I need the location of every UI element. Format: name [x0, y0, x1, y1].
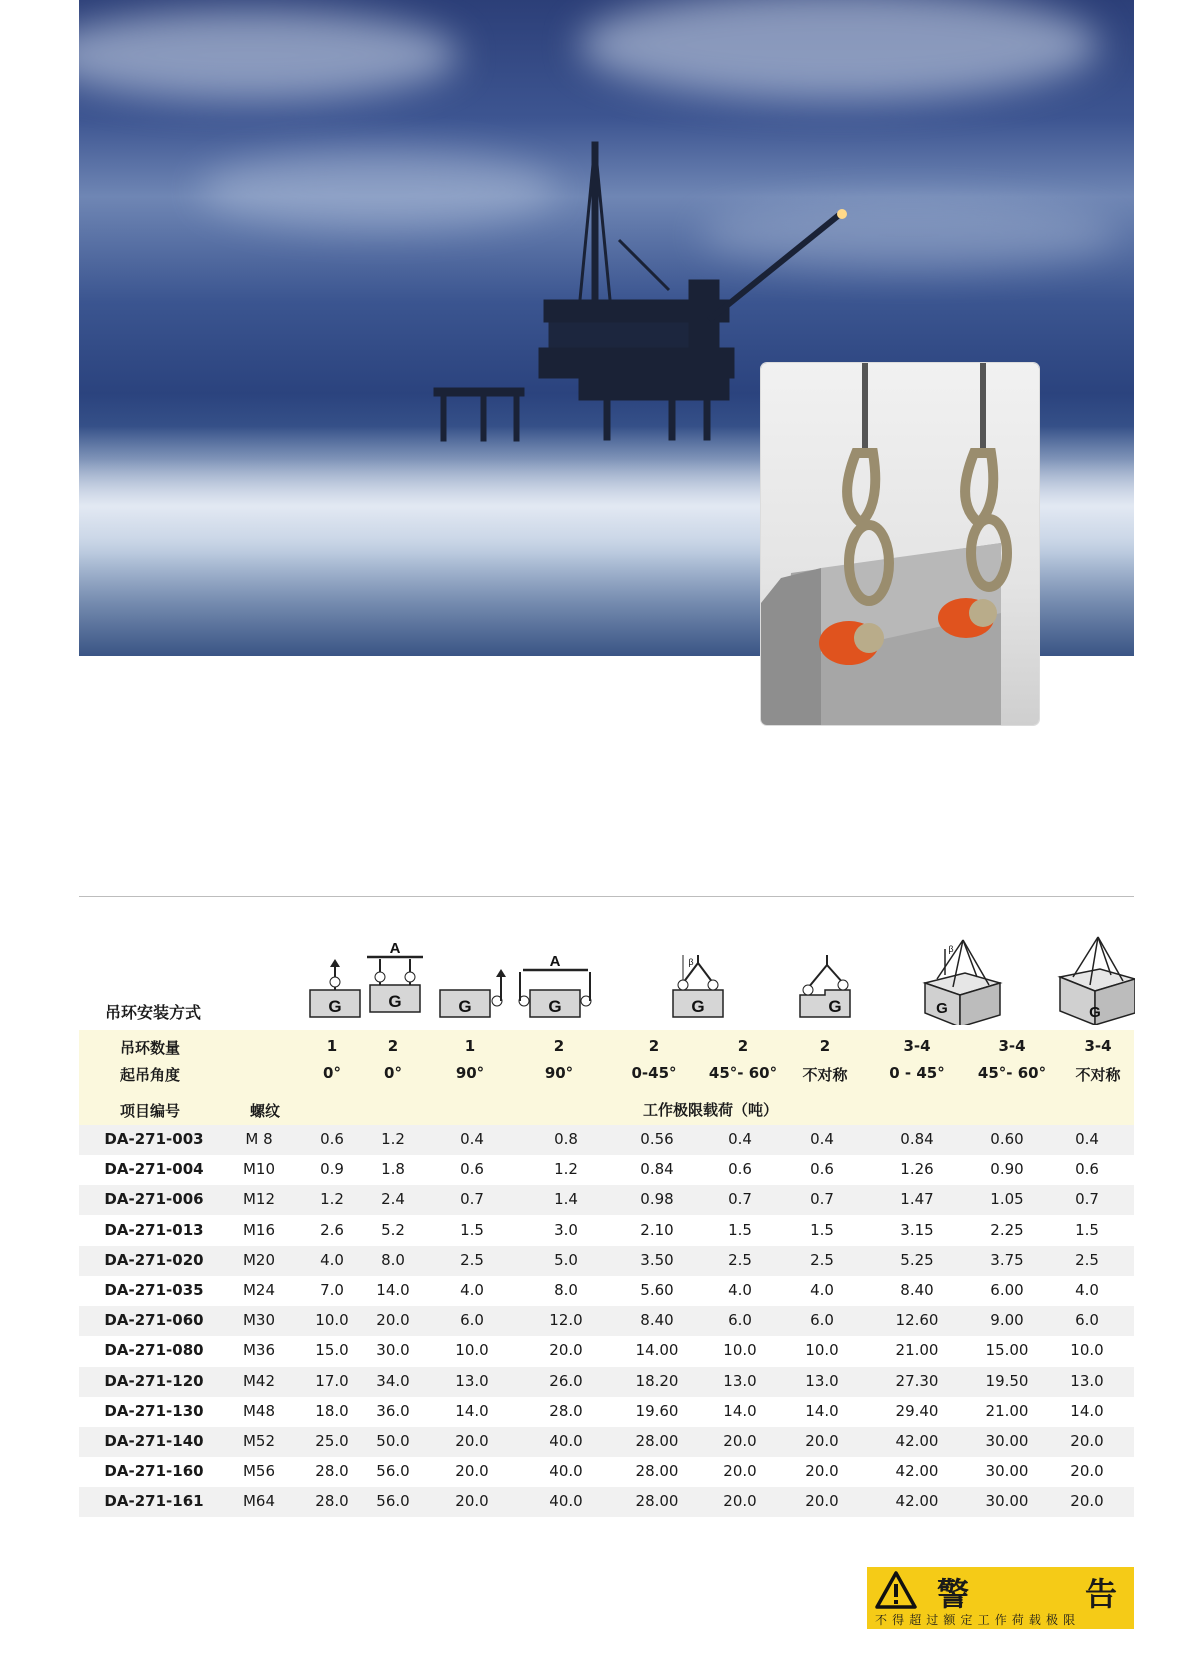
load-value-cell: 30.0 — [376, 1341, 410, 1360]
load-value-cell: 0.7 — [460, 1190, 484, 1209]
load-value-cell: 19.60 — [635, 1401, 679, 1420]
load-value-cell: 5.60 — [640, 1281, 674, 1299]
load-value-cell: 5.25 — [900, 1250, 934, 1269]
svg-text:G: G — [548, 997, 562, 1016]
load-value-cell: 1.5 — [810, 1220, 834, 1239]
load-value-cell: 1.5 — [1075, 1220, 1099, 1239]
svg-text:G: G — [458, 997, 472, 1016]
load-value-cell: 10.0 — [315, 1311, 349, 1330]
load-value-cell: 20.0 — [1070, 1492, 1104, 1511]
item-number-cell: DA-271-130 — [104, 1401, 204, 1420]
svg-text:G: G — [1089, 1004, 1101, 1021]
table-row — [79, 1427, 1134, 1457]
diagram-two-side-beam-icon — [519, 953, 591, 1017]
load-value-cell: 14.00 — [635, 1341, 679, 1360]
warning-triangle-icon — [875, 1571, 917, 1609]
warning-subtitle: 不得超过额定工作荷载极限 — [875, 1613, 1081, 1627]
thread-cell: M 8 — [245, 1130, 273, 1148]
table-row — [79, 1125, 1134, 1155]
lift-angle-value: 0-45° — [631, 1064, 677, 1082]
install-method-diagrams — [305, 935, 1135, 1025]
svg-text:G: G — [691, 997, 705, 1016]
table-row — [79, 1306, 1134, 1336]
table-header-band — [79, 1030, 1134, 1126]
load-value-cell: 1.26 — [900, 1160, 934, 1179]
load-value-cell: 3.75 — [990, 1250, 1024, 1269]
item-number-cell: DA-271-120 — [104, 1371, 204, 1390]
load-value-cell: 36.0 — [376, 1401, 410, 1420]
load-value-cell: 4.0 — [320, 1250, 344, 1269]
load-value-cell: 40.0 — [549, 1462, 583, 1481]
load-value-cell: 0.6 — [728, 1160, 752, 1179]
thread-cell: M56 — [242, 1462, 276, 1481]
load-value-cell: 10.0 — [723, 1341, 757, 1360]
load-value-cell: 50.0 — [376, 1432, 410, 1450]
load-value-cell: 20.0 — [455, 1462, 489, 1481]
load-value-cell: 5.2 — [381, 1220, 405, 1239]
load-value-cell: 30.00 — [985, 1462, 1029, 1481]
diagram-two-asymmetric-icon — [800, 955, 850, 1017]
ring-count-value: 3-4 — [1084, 1037, 1112, 1055]
svg-text:A: A — [549, 953, 561, 970]
load-value-cell: 20.0 — [1070, 1462, 1104, 1481]
load-value-cell: 3.0 — [554, 1220, 578, 1239]
load-value-cell: 14.0 — [723, 1401, 757, 1420]
load-value-cell: 14.0 — [455, 1401, 489, 1420]
svg-text:G: G — [328, 997, 342, 1016]
svg-text:G: G — [828, 997, 842, 1016]
load-value-cell: 6.0 — [1075, 1311, 1099, 1330]
table-row — [79, 1276, 1134, 1306]
item-number-cell: DA-271-020 — [104, 1250, 204, 1269]
load-value-cell: 25.0 — [315, 1432, 349, 1450]
lift-angle-value: 45°- 60° — [708, 1064, 778, 1082]
load-value-cell: 3.50 — [640, 1250, 674, 1269]
load-value-cell: 8.0 — [554, 1281, 578, 1299]
load-value-cell: 10.0 — [805, 1341, 839, 1360]
thread-cell: M16 — [242, 1220, 276, 1239]
item-number-cell: DA-271-080 — [104, 1341, 204, 1360]
load-value-cell: 10.0 — [455, 1341, 489, 1360]
item-number-cell: DA-271-004 — [104, 1160, 204, 1179]
load-value-cell: 0.6 — [320, 1130, 344, 1148]
table-row — [79, 1155, 1134, 1185]
load-value-cell: 2.10 — [640, 1220, 674, 1239]
table-row — [79, 1216, 1134, 1246]
load-value-cell: 20.0 — [455, 1492, 489, 1511]
thread-cell: M36 — [242, 1341, 276, 1360]
load-value-cell: 6.0 — [460, 1311, 484, 1330]
warning-char-left: 警 — [937, 1575, 970, 1613]
load-value-cell: 20.0 — [805, 1432, 839, 1450]
diagram-two-vertical-beam-icon — [367, 940, 423, 1012]
load-value-cell: 6.00 — [990, 1281, 1024, 1299]
load-value-cell: 28.0 — [315, 1492, 349, 1511]
load-value-cell: 2.5 — [810, 1250, 834, 1269]
load-value-cell: 28.00 — [635, 1432, 679, 1450]
ring-count-value: 2 — [648, 1037, 660, 1055]
load-value-cell: 13.0 — [455, 1371, 489, 1390]
load-value-cell: 0.8 — [554, 1130, 578, 1148]
thread-cell: M12 — [242, 1190, 276, 1209]
load-value-cell: 2.4 — [381, 1190, 405, 1209]
item-number-label: 项目编号 — [120, 1102, 181, 1120]
lift-angle-value: 90° — [455, 1064, 485, 1082]
load-value-cell: 13.0 — [1070, 1371, 1104, 1390]
load-value-cell: 28.00 — [635, 1492, 679, 1511]
load-value-cell: 8.0 — [381, 1250, 405, 1269]
lift-angle-value: 0° — [323, 1064, 341, 1082]
warning-badge — [867, 1567, 1134, 1629]
ring-count-value: 1 — [464, 1037, 476, 1055]
load-value-cell: 28.00 — [635, 1462, 679, 1481]
load-value-cell: 18.0 — [315, 1401, 349, 1420]
load-value-cell: 0.60 — [990, 1130, 1024, 1148]
load-value-cell: 19.50 — [985, 1371, 1029, 1390]
warning-char-right: 告 — [1085, 1575, 1118, 1613]
svg-text:β: β — [688, 957, 694, 967]
lift-angle-value: 45°- 60° — [977, 1064, 1047, 1082]
thread-cell: M64 — [242, 1492, 276, 1511]
thread-cell: M10 — [242, 1160, 276, 1179]
load-value-cell: 30.00 — [985, 1492, 1029, 1511]
item-number-cell: DA-271-161 — [104, 1492, 204, 1511]
table-row — [79, 1457, 1134, 1487]
load-value-cell: 13.0 — [805, 1371, 839, 1390]
load-value-cell: 14.0 — [1070, 1401, 1104, 1420]
load-value-cell: 1.2 — [381, 1130, 405, 1148]
diagram-single-vertical-icon — [310, 959, 360, 1017]
load-value-cell: 4.0 — [810, 1281, 834, 1299]
diagram-four-leg-box-icon — [925, 940, 1000, 1025]
svg-text:G: G — [388, 992, 402, 1011]
table-row — [79, 1336, 1134, 1366]
thread-cell: M30 — [242, 1311, 276, 1330]
load-value-cell: 40.0 — [549, 1492, 583, 1511]
lift-angle-label: 起吊角度 — [120, 1066, 181, 1084]
load-value-cell: 20.0 — [455, 1432, 489, 1450]
load-value-cell: 0.4 — [728, 1130, 752, 1148]
load-value-cell: 42.00 — [895, 1432, 939, 1450]
load-value-cell: 0.6 — [460, 1160, 484, 1179]
load-value-cell: 40.0 — [549, 1432, 583, 1450]
ring-count-value: 2 — [387, 1037, 399, 1055]
load-value-cell: 2.5 — [728, 1250, 752, 1269]
load-value-cell: 20.0 — [723, 1492, 757, 1511]
table-row — [79, 1246, 1134, 1276]
load-value-cell: 5.0 — [554, 1250, 578, 1269]
svg-text:β: β — [948, 944, 954, 954]
load-value-cell: 21.00 — [895, 1341, 939, 1360]
load-value-cell: 14.0 — [805, 1401, 839, 1420]
table-row — [79, 1185, 1134, 1215]
load-value-cell: 2.5 — [1075, 1250, 1099, 1269]
load-value-cell: 56.0 — [376, 1492, 410, 1511]
install-method-label: 吊环安装方式 — [105, 1003, 202, 1022]
inset-photo-lifting-rings — [761, 363, 1039, 725]
load-value-cell: 4.0 — [728, 1281, 752, 1299]
ring-count-label: 吊环数量 — [120, 1039, 181, 1057]
section-divider — [79, 896, 1134, 897]
load-value-cell: 1.4 — [554, 1190, 578, 1209]
diagram-single-side-icon — [440, 969, 506, 1017]
load-value-cell: 0.7 — [810, 1190, 834, 1209]
load-value-cell: 0.90 — [990, 1160, 1024, 1179]
load-value-cell: 14.0 — [376, 1281, 410, 1299]
thread-label: 螺纹 — [250, 1102, 281, 1120]
load-value-cell: 1.8 — [381, 1160, 405, 1179]
load-value-cell: 2.6 — [320, 1220, 344, 1239]
ring-count-value: 3-4 — [998, 1037, 1026, 1055]
load-value-cell: 20.0 — [549, 1341, 583, 1360]
load-value-cell: 0.4 — [460, 1130, 484, 1148]
working-load-limit-label: 工作极限载荷（吨） — [643, 1101, 779, 1119]
table-row — [79, 1397, 1134, 1427]
load-value-cell: 0.4 — [810, 1130, 834, 1148]
load-value-cell: 0.9 — [320, 1160, 344, 1179]
load-value-cell: 1.2 — [320, 1190, 344, 1209]
load-value-cell: 20.0 — [805, 1492, 839, 1511]
svg-text:G: G — [936, 1000, 948, 1017]
load-value-cell: 28.0 — [315, 1462, 349, 1481]
load-value-cell: 3.15 — [900, 1220, 934, 1239]
load-value-cell: 9.00 — [990, 1311, 1024, 1330]
load-value-cell: 6.0 — [810, 1311, 834, 1330]
load-value-cell: 30.00 — [985, 1432, 1029, 1450]
load-value-cell: 42.00 — [895, 1492, 939, 1511]
item-number-cell: DA-271-003 — [104, 1130, 204, 1148]
load-value-cell: 2.25 — [990, 1220, 1024, 1239]
thread-cell: M24 — [242, 1281, 276, 1299]
table-row — [79, 1487, 1134, 1517]
thread-cell: M52 — [242, 1432, 276, 1450]
load-value-cell: 1.5 — [728, 1220, 752, 1239]
load-value-cell: 0.6 — [1075, 1160, 1099, 1179]
diagram-two-angled-icon — [673, 955, 723, 1017]
load-value-cell: 0.7 — [728, 1190, 752, 1209]
load-value-cell: 20.0 — [376, 1311, 410, 1330]
lift-angle-value: 0 - 45° — [889, 1064, 945, 1082]
item-number-cell: DA-271-006 — [104, 1190, 204, 1209]
load-value-cell: 15.0 — [315, 1341, 349, 1360]
item-number-cell: DA-271-160 — [104, 1462, 204, 1481]
load-value-cell: 0.84 — [900, 1130, 934, 1148]
svg-text:A: A — [389, 940, 401, 957]
load-value-cell: 0.7 — [1075, 1190, 1099, 1209]
load-value-cell: 4.0 — [1075, 1281, 1099, 1299]
load-value-cell: 1.2 — [554, 1160, 578, 1179]
load-value-cell: 56.0 — [376, 1462, 410, 1481]
load-value-cell: 15.00 — [985, 1341, 1029, 1360]
table-row — [79, 1367, 1134, 1397]
load-value-cell: 1.05 — [990, 1190, 1024, 1209]
load-value-cell: 42.00 — [895, 1462, 939, 1481]
load-value-cell: 21.00 — [985, 1401, 1029, 1420]
load-value-cell: 1.5 — [460, 1220, 484, 1239]
load-value-cell: 12.60 — [895, 1311, 939, 1330]
thread-cell: M20 — [242, 1250, 276, 1269]
item-number-cell: DA-271-035 — [104, 1281, 204, 1299]
thread-cell: M42 — [242, 1371, 276, 1390]
load-value-cell: 0.6 — [810, 1160, 834, 1179]
load-value-cell: 27.30 — [895, 1371, 939, 1390]
load-value-cell: 6.0 — [728, 1311, 752, 1330]
ring-count-value: 3-4 — [903, 1037, 931, 1055]
thread-cell: M48 — [242, 1401, 276, 1420]
load-value-cell: 20.0 — [805, 1462, 839, 1481]
load-value-cell: 2.5 — [460, 1250, 484, 1269]
item-number-cell: DA-271-060 — [104, 1311, 204, 1330]
load-value-cell: 20.0 — [723, 1462, 757, 1481]
lift-angle-value: 0° — [384, 1064, 402, 1082]
load-value-cell: 7.0 — [320, 1281, 344, 1299]
load-value-cell: 0.4 — [1075, 1130, 1099, 1148]
load-value-cell: 10.0 — [1070, 1341, 1104, 1360]
item-number-cell: DA-271-140 — [104, 1432, 204, 1450]
load-value-cell: 26.0 — [549, 1371, 583, 1390]
lift-angle-value: 90° — [544, 1064, 574, 1082]
diagram-asymmetric-box-icon — [1060, 937, 1135, 1025]
load-value-cell: 28.0 — [549, 1401, 583, 1420]
load-value-cell: 20.0 — [723, 1432, 757, 1450]
ring-count-value: 2 — [819, 1037, 831, 1055]
ring-count-value: 2 — [553, 1037, 565, 1055]
load-value-cell: 8.40 — [640, 1311, 674, 1330]
load-value-cell: 8.40 — [900, 1281, 934, 1299]
load-value-cell: 4.0 — [460, 1281, 484, 1299]
load-value-cell: 0.56 — [640, 1130, 674, 1148]
lift-angle-value: 不对称 — [802, 1066, 848, 1084]
load-value-cell: 17.0 — [315, 1371, 349, 1390]
load-value-cell: 0.98 — [640, 1190, 674, 1209]
ring-count-value: 2 — [737, 1037, 749, 1055]
load-value-cell: 13.0 — [723, 1371, 757, 1390]
lift-angle-value: 不对称 — [1075, 1066, 1121, 1084]
load-value-cell: 1.47 — [900, 1190, 934, 1209]
load-value-cell: 29.40 — [895, 1401, 939, 1420]
load-value-cell: 18.20 — [635, 1371, 679, 1390]
ring-count-value: 1 — [326, 1037, 338, 1055]
item-number-cell: DA-271-013 — [104, 1220, 204, 1239]
load-value-cell: 34.0 — [376, 1371, 410, 1390]
load-value-cell: 20.0 — [1070, 1432, 1104, 1450]
load-value-cell: 0.84 — [640, 1160, 674, 1179]
load-value-cell: 12.0 — [549, 1311, 583, 1330]
